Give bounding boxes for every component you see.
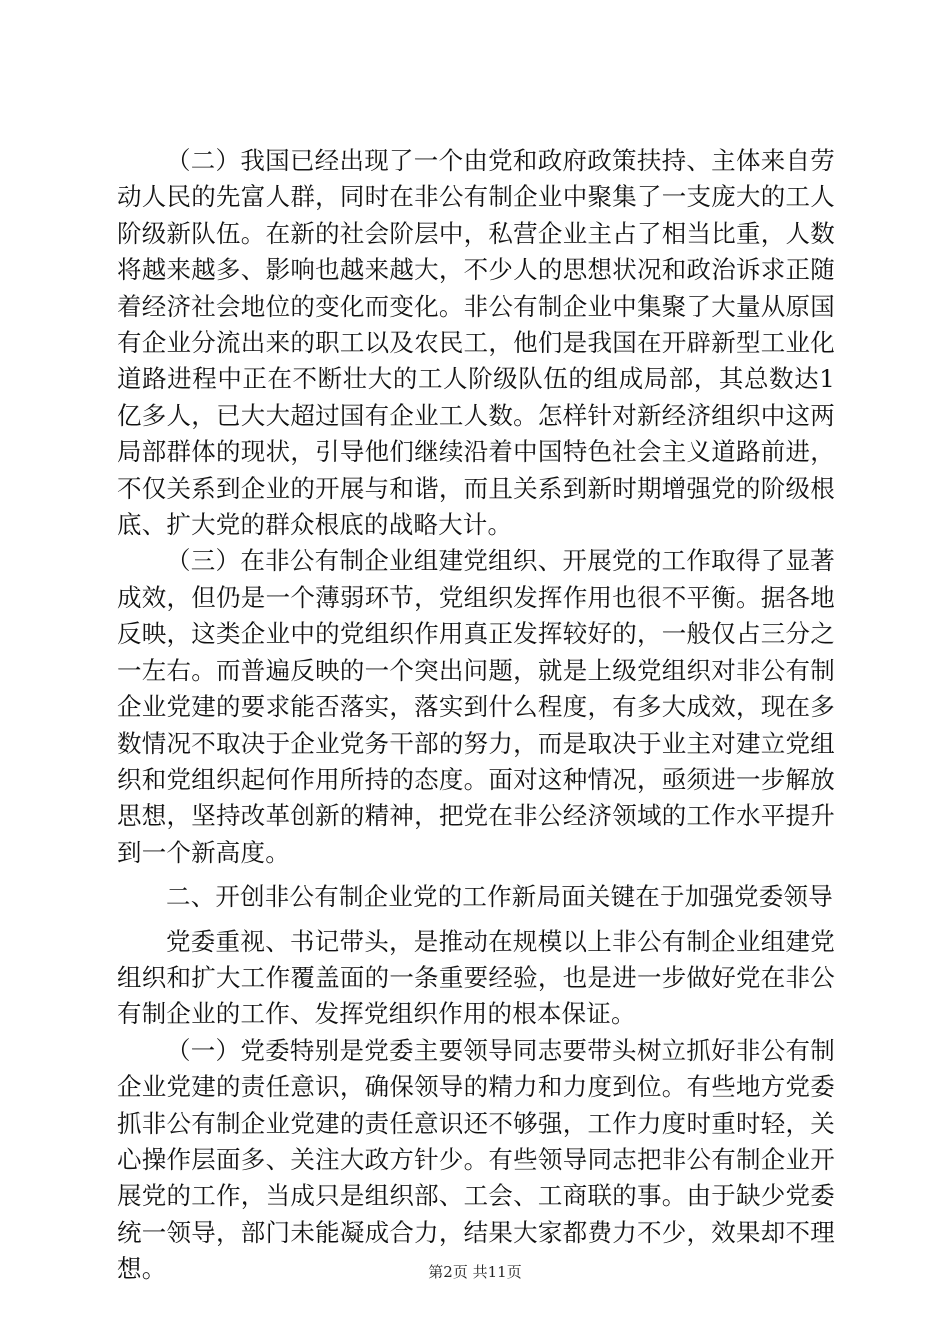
- section-heading-2: 二、开创非公有制企业党的工作新局面关键在于加强党委领导: [166, 882, 833, 912]
- page-number: 第2页 共11页: [428, 1263, 522, 1281]
- paragraph-section-3-1: （一）党委特别是党委主要领导同志要带头树立抓好非公有制企业党建的责任意识，确保领导的精力和力度到位。有些地方党委抓非公有制企业党建的责任意识还不够强，工作力度时重时轻，关心操作层面多、关注大政方针少。有些领导同志把非公有制企业开展党的工作，当成只是组织部、工会、工商联的事。由于缺少党委统一领导，部门未能凝成合力，结果大家都费力不少，效果却不理想。: [117, 1035, 835, 1284]
- paragraph-section-intro: 党委重视、书记带头，是推动在规模以上非公有制企业组建党组织和扩大工作覆盖面的一条重要经验，也是进一步做好党在非公有制企业的工作、发挥党组织作用的根本保证。: [117, 926, 835, 1029]
- paragraph-section-2-2: （二）我国已经出现了一个由党和政府政策扶持、主体来自劳动人民的先富人群，同时在非公有制企业中聚集了一支庞大的工人阶级新队伍。在新的社会阶层中，私营企业主占了相当比重，人数将越来越多、影响也越来越大，不少人的思想状况和政治诉求正随着经济社会地位的变化而变化。非公有制企业中集聚了大量从原国有企业分流出来的职工以及农民工，他们是我国在开辟新型工业化道路进程中正在不断壮大的工人阶级队伍的组成局部，其总数达1亿多人，已大大超过国有企业工人数。怎样针对新经济组织中这两局部群体的现状，引导他们继续沿着中国特色社会主义道路前进，不仅关系到企业的开展与和谐，而且关系到新时期增强党的阶级根底、扩大党的群众根底的战略大计。: [117, 146, 835, 540]
- document-body: [117, 143, 835, 1288]
- paragraph-section-2-3: （三）在非公有制企业组建党组织、开展党的工作取得了显著成效，但仍是一个薄弱环节，党组织发挥作用也很不平衡。据各地反映，这类企业中的党组织作用真正发挥较好的，一般仅占三分之一左右。而普遍反映的一个突出问题，就是上级党组织对非公有制企业党建的要求能否落实，落实到什么程度，有多大成效，现在多数情况不取决于企业党务干部的努力，而是取决于业主对建立党组织和党组织起何作用所持的态度。面对这种情况，亟须进一步解放思想，坚持改革创新的精神，把党在非公经济领域的工作水平提升到一个新高度。: [117, 546, 835, 867]
